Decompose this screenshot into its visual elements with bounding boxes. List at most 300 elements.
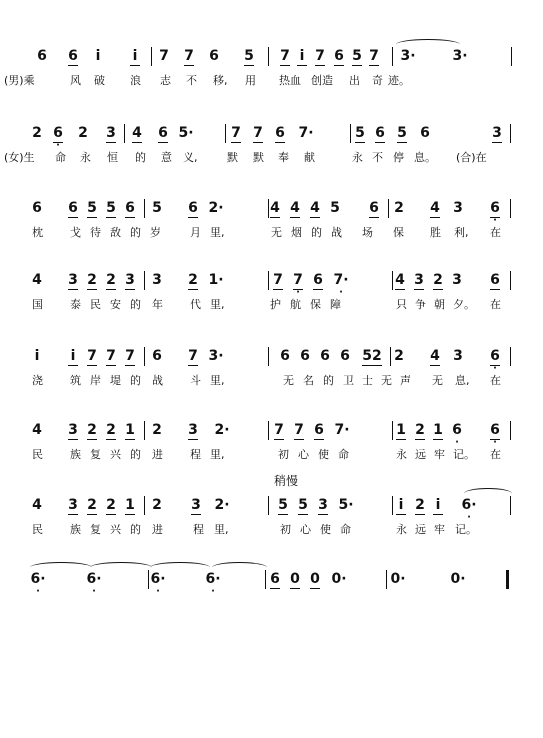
lyric-syllable: 复 xyxy=(90,448,101,461)
lyric-syllable: 迹。 xyxy=(388,74,410,87)
lyric-syllable: 安 xyxy=(110,298,121,311)
lyric-syllable: 永 xyxy=(396,523,407,536)
note: 2 xyxy=(152,422,162,438)
lyric-syllable: 保 xyxy=(393,226,404,239)
lyric-syllable: 里, xyxy=(210,448,225,461)
barline xyxy=(268,271,269,290)
note: 6 xyxy=(188,200,198,216)
lyric-syllable: 兴 xyxy=(110,448,121,461)
lyric-syllable: 默 xyxy=(253,151,264,164)
lyric-syllable: 戈 xyxy=(70,226,81,239)
lyric-syllable: 永 xyxy=(396,448,407,461)
lyric-syllable: (女)生 xyxy=(4,151,35,164)
note: i xyxy=(297,47,307,66)
lyric-row xyxy=(0,298,543,314)
lyric-syllable: 族 xyxy=(70,448,81,461)
lyric-syllable: 破 xyxy=(94,74,105,87)
note: 2 xyxy=(394,200,404,216)
barline xyxy=(386,570,387,589)
octave-dot-below: · xyxy=(92,586,96,597)
note: 7 xyxy=(273,272,283,288)
note: 2 xyxy=(152,497,162,513)
note: 2 xyxy=(87,497,97,513)
note: 6 xyxy=(375,125,385,141)
note: 4 xyxy=(290,200,300,216)
note: 2· xyxy=(214,422,230,438)
lyric-syllable: 义, xyxy=(183,151,198,164)
barline xyxy=(392,271,393,290)
lyric-syllable: 朝 xyxy=(434,298,445,311)
lyric-syllable: 无 xyxy=(432,374,443,387)
slur xyxy=(30,562,92,573)
lyric-syllable: 年 xyxy=(152,298,163,311)
note: 2· xyxy=(214,497,230,513)
octave-dot-below: · xyxy=(467,512,471,523)
note: 2 xyxy=(78,125,88,141)
lyric-syllable: 争 xyxy=(415,298,426,311)
barline xyxy=(392,47,393,66)
note-row xyxy=(0,496,543,523)
lyric-syllable: 创造 xyxy=(311,74,333,87)
note: 3 xyxy=(125,272,135,288)
lyric-syllable: 意 xyxy=(161,151,172,164)
lyric-syllable: 国 xyxy=(32,298,43,311)
barline xyxy=(268,496,269,515)
lyric-syllable: 战 xyxy=(331,226,342,239)
lyric-syllable: 使 xyxy=(318,448,329,461)
note: 4 xyxy=(32,272,42,288)
note: 6 xyxy=(320,348,330,364)
note: 7 xyxy=(125,348,135,364)
note: 4 xyxy=(32,497,42,513)
note: 0· xyxy=(450,571,466,587)
note: 3 xyxy=(106,125,116,141)
lyric-syllable: 堤 xyxy=(110,374,121,387)
note: 3 xyxy=(68,497,78,513)
note: 7· xyxy=(298,125,314,141)
barline xyxy=(390,347,391,366)
note: 2 xyxy=(106,497,116,513)
octave-dot-below: · xyxy=(493,437,497,448)
lyric-syllable: 卫 xyxy=(343,374,354,387)
lyric-syllable: 不 xyxy=(186,74,197,87)
note: 2 xyxy=(433,272,443,288)
barline xyxy=(511,47,512,66)
lyric-syllable: 保 xyxy=(310,298,321,311)
lyric-syllable: 热血 xyxy=(279,74,301,87)
lyric-syllable: (男)乘 xyxy=(4,74,35,87)
lyric-syllable: 兴 xyxy=(110,523,121,536)
note: 6 xyxy=(340,348,350,364)
lyric-syllable: 永 xyxy=(80,151,91,164)
lyric-syllable: 的 xyxy=(311,226,322,239)
barline xyxy=(151,47,152,66)
lyric-syllable: 筑 xyxy=(70,374,81,387)
note: 5· xyxy=(338,497,354,513)
barline xyxy=(225,124,226,143)
note: 3 xyxy=(452,272,462,288)
note: 7 xyxy=(184,48,194,64)
tempo-marking: 稍慢 xyxy=(274,474,299,488)
lyric-syllable: 的 xyxy=(323,374,334,387)
octave-dot-below: · xyxy=(339,287,343,298)
note: 5 xyxy=(278,497,288,513)
note: 0· xyxy=(390,571,406,587)
barline xyxy=(268,199,269,218)
note: 6 xyxy=(314,422,324,438)
note: 3 xyxy=(188,422,198,438)
lyric-syllable: 息。 xyxy=(414,151,436,164)
note: 3 xyxy=(191,497,201,513)
note: i xyxy=(68,347,78,366)
note-row xyxy=(0,421,543,448)
note: 3· xyxy=(208,348,224,364)
lyric-syllable: 的 xyxy=(130,298,141,311)
note: 7 xyxy=(369,48,379,64)
lyric-syllable: 在 xyxy=(490,448,501,461)
lyric-syllable: 民 xyxy=(32,448,43,461)
lyric-syllable: 岁 xyxy=(150,226,161,239)
final-barline xyxy=(506,570,509,589)
lyric-syllable: 无 xyxy=(381,374,392,387)
lyric-syllable: 民 xyxy=(90,298,101,311)
lyric-syllable: 声 xyxy=(400,374,411,387)
lyric-syllable: 浇 xyxy=(32,374,43,387)
note: 4 xyxy=(395,272,405,288)
lyric-syllable: 移, xyxy=(213,74,228,87)
note: 0· xyxy=(331,571,347,587)
note: 6 · xyxy=(53,125,63,151)
note: 3· xyxy=(452,48,468,64)
barline xyxy=(392,496,393,515)
lyric-syllable: 里, xyxy=(210,226,225,239)
lyric-syllable: 的 xyxy=(130,226,141,239)
octave-dot-below: · xyxy=(156,586,160,597)
lyric-syllable: 枕 xyxy=(32,226,43,239)
note: 7 xyxy=(315,48,325,64)
note: 5 xyxy=(298,497,308,513)
lyric-syllable: 无 xyxy=(283,374,294,387)
note: 6 xyxy=(209,48,219,64)
lyric-syllable: 里, xyxy=(210,298,225,311)
lyric-syllable: 停 xyxy=(393,151,404,164)
note-row xyxy=(0,124,543,151)
note: 4 xyxy=(270,200,280,216)
lyric-syllable: 里, xyxy=(210,374,225,387)
lyric-syllable: 护 xyxy=(270,298,281,311)
note: 2 xyxy=(32,125,42,141)
lyric-syllable: 名 xyxy=(303,374,314,387)
note-row xyxy=(0,47,543,71)
lyric-syllable: 进 xyxy=(152,523,163,536)
octave-dot-below: · xyxy=(493,215,497,226)
note: 0 xyxy=(290,571,300,587)
note: 6 xyxy=(37,48,47,64)
note: i xyxy=(130,47,140,66)
barline xyxy=(510,271,511,290)
lyric-syllable: 复 xyxy=(90,523,101,536)
note: i xyxy=(396,496,406,515)
note: 0 xyxy=(310,571,320,587)
lyric-syllable: 航 xyxy=(290,298,301,311)
note: 5 xyxy=(352,48,362,64)
note: 1 xyxy=(396,422,406,438)
note: 6 xyxy=(68,48,78,64)
note: 6 xyxy=(125,200,135,216)
lyric-syllable: 待 xyxy=(90,226,101,239)
lyric-syllable: 的 xyxy=(135,151,146,164)
note: 7· xyxy=(334,422,350,438)
lyric-syllable: 恒 xyxy=(107,151,118,164)
note: 2 xyxy=(87,422,97,438)
note: 6 xyxy=(68,200,78,216)
note: 52 xyxy=(362,348,382,364)
note: 6 · xyxy=(490,200,500,226)
note: 6 xyxy=(420,125,430,141)
note: 7 xyxy=(231,125,241,141)
barline xyxy=(124,124,125,143)
note: 1· xyxy=(208,272,224,288)
lyric-syllable: 的 xyxy=(130,523,141,536)
lyric-syllable: 士 xyxy=(362,374,373,387)
note: 3 xyxy=(68,422,78,438)
note: 6 · xyxy=(490,422,500,448)
note-row xyxy=(0,271,543,298)
slur xyxy=(150,562,210,573)
lyric-syllable: 民 xyxy=(32,523,43,536)
lyric-syllable: 风 xyxy=(70,74,81,87)
lyric-syllable: 夕。 xyxy=(453,298,475,311)
note: 7 xyxy=(274,422,284,438)
note: 4 xyxy=(310,200,320,216)
barline xyxy=(144,496,145,515)
lyric-syllable: 奉 xyxy=(278,151,289,164)
note: 7 xyxy=(253,125,263,141)
lyric-syllable: 心 xyxy=(298,448,309,461)
lyric-syllable: 默 xyxy=(227,151,238,164)
lyric-syllable: 在 xyxy=(490,374,501,387)
note: 3 xyxy=(492,125,502,141)
lyric-row xyxy=(0,523,543,539)
note: 6· · xyxy=(30,571,46,597)
note-row xyxy=(0,570,543,597)
lyric-syllable: 志 xyxy=(160,74,171,87)
slur xyxy=(396,39,460,50)
lyric-row xyxy=(0,374,543,390)
lyric-syllable: 出 xyxy=(349,74,360,87)
barline xyxy=(268,347,269,366)
note: 3 xyxy=(318,497,328,513)
lyric-syllable: 在 xyxy=(490,298,501,311)
note: 7 xyxy=(106,348,116,364)
note-row xyxy=(0,347,543,374)
octave-dot-below: · xyxy=(211,586,215,597)
note: 3 xyxy=(453,200,463,216)
note: 6· · xyxy=(205,571,221,597)
note: 5 xyxy=(397,125,407,141)
lyric-syllable: 泰 xyxy=(70,298,81,311)
note: 6 xyxy=(152,348,162,364)
lyric-syllable: 用 xyxy=(245,74,256,87)
lyric-syllable: 只 xyxy=(396,298,407,311)
note-row xyxy=(0,199,543,226)
note: 6 xyxy=(32,200,42,216)
lyric-syllable: 远 xyxy=(415,448,426,461)
barline xyxy=(510,421,511,440)
lyric-syllable: 族 xyxy=(70,523,81,536)
lyric-syllable: 心 xyxy=(300,523,311,536)
lyric-syllable: 场 xyxy=(362,226,373,239)
octave-dot-below: · xyxy=(56,140,60,151)
note: 5 xyxy=(330,200,340,216)
note: 6 xyxy=(369,200,379,216)
lyric-syllable: 命 xyxy=(340,523,351,536)
slur xyxy=(212,562,267,573)
note: 2 xyxy=(415,497,425,513)
note: 7 xyxy=(87,348,97,364)
slur xyxy=(90,562,152,573)
note: 5 xyxy=(87,200,97,216)
octave-dot-below: · xyxy=(455,437,459,448)
lyric-syllable: 牢 xyxy=(434,448,445,461)
barline xyxy=(268,421,269,440)
note: 6· · xyxy=(461,497,477,523)
lyric-syllable: 斗 xyxy=(190,374,201,387)
note: 2 xyxy=(87,272,97,288)
note: 6 xyxy=(334,48,344,64)
note: 6 · xyxy=(452,422,462,448)
octave-dot-below: · xyxy=(493,363,497,374)
note: 3 xyxy=(152,272,162,288)
barline xyxy=(510,347,511,366)
lyric-syllable: 无 xyxy=(271,226,282,239)
note: 1 xyxy=(125,422,135,438)
note: i xyxy=(433,496,443,515)
lyric-syllable: 战 xyxy=(152,374,163,387)
lyric-syllable: 障 xyxy=(330,298,341,311)
lyric-syllable: 远 xyxy=(415,523,426,536)
note: 6 xyxy=(280,348,290,364)
lyric-syllable: 在 xyxy=(490,226,501,239)
lyric-syllable: 不 xyxy=(372,151,383,164)
note: 2 xyxy=(394,348,404,364)
lyric-syllable: 里, xyxy=(214,523,229,536)
note: 7 xyxy=(188,348,198,364)
note: 3· xyxy=(400,48,416,64)
note: 6 · xyxy=(490,348,500,374)
lyric-syllable: 岸 xyxy=(90,374,101,387)
octave-dot-below: · xyxy=(36,586,40,597)
lyric-row xyxy=(0,448,543,464)
note: 6· · xyxy=(150,571,166,597)
lyric-syllable: 永 xyxy=(352,151,363,164)
barline xyxy=(388,199,389,218)
note: 7· · xyxy=(333,272,349,298)
note: 2· xyxy=(208,200,224,216)
barline xyxy=(268,47,269,66)
note: 7 xyxy=(159,48,169,64)
note: 1 xyxy=(433,422,443,438)
barline xyxy=(144,199,145,218)
note: 4 xyxy=(132,125,142,141)
lyric-row xyxy=(0,74,543,90)
lyric-syllable: (合)在 xyxy=(456,151,487,164)
note: 5 xyxy=(106,200,116,216)
note: 4 xyxy=(430,348,440,364)
lyric-syllable: 敌 xyxy=(110,226,121,239)
lyric-syllable: 献 xyxy=(304,151,315,164)
note: 6 xyxy=(313,272,323,288)
note: 2 xyxy=(188,272,198,288)
lyric-syllable: 息, xyxy=(455,374,470,387)
lyric-syllable: 程 xyxy=(193,523,204,536)
lyric-syllable: 代 xyxy=(190,298,201,311)
note: 6 xyxy=(270,571,280,587)
note: 6 xyxy=(490,272,500,288)
note: 2 xyxy=(415,422,425,438)
note: 6 xyxy=(275,125,285,141)
lyric-syllable: 进 xyxy=(152,448,163,461)
lyric-syllable: 烟 xyxy=(291,226,302,239)
note: 2 xyxy=(106,422,116,438)
lyric-syllable: 初 xyxy=(278,448,289,461)
lyric-syllable: 月 xyxy=(190,226,201,239)
barline xyxy=(144,421,145,440)
lyric-syllable: 的 xyxy=(130,374,141,387)
lyric-syllable: 命 xyxy=(55,151,66,164)
lyric-syllable: 初 xyxy=(280,523,291,536)
barline xyxy=(510,199,511,218)
lyric-syllable: 记。 xyxy=(455,523,477,536)
barline xyxy=(510,124,511,143)
lyric-syllable: 胜 xyxy=(430,226,441,239)
lyric-syllable: 命 xyxy=(338,448,349,461)
note: 6· · xyxy=(86,571,102,597)
lyric-row xyxy=(0,151,543,167)
note: 7 xyxy=(294,422,304,438)
note: 2 xyxy=(106,272,116,288)
lyric-syllable: 奇 xyxy=(372,74,383,87)
note: 7 · xyxy=(293,272,303,298)
note: 1 xyxy=(125,497,135,513)
note: 5 xyxy=(355,125,365,141)
lyric-row xyxy=(0,226,543,242)
lyric-syllable: 利, xyxy=(454,226,469,239)
barline xyxy=(392,421,393,440)
octave-dot-below: · xyxy=(296,287,300,298)
lyric-syllable: 使 xyxy=(320,523,331,536)
lyric-syllable: 的 xyxy=(130,448,141,461)
slur xyxy=(464,488,512,499)
note: 3 xyxy=(414,272,424,288)
note: 3 xyxy=(453,348,463,364)
note: 5 xyxy=(244,48,254,64)
note: 5· xyxy=(178,125,194,141)
lyric-syllable: 记。 xyxy=(453,448,475,461)
barline xyxy=(144,347,145,366)
lyric-syllable: 牢 xyxy=(434,523,445,536)
note: i xyxy=(34,348,40,364)
note: 5 xyxy=(152,200,162,216)
barline xyxy=(144,271,145,290)
note: 4 xyxy=(32,422,42,438)
note: 6 xyxy=(158,125,168,141)
lyric-syllable: 浪 xyxy=(130,74,141,87)
note: 4 xyxy=(430,200,440,216)
note: 7 xyxy=(280,48,290,64)
barline xyxy=(350,124,351,143)
lyric-syllable: 程 xyxy=(190,448,201,461)
